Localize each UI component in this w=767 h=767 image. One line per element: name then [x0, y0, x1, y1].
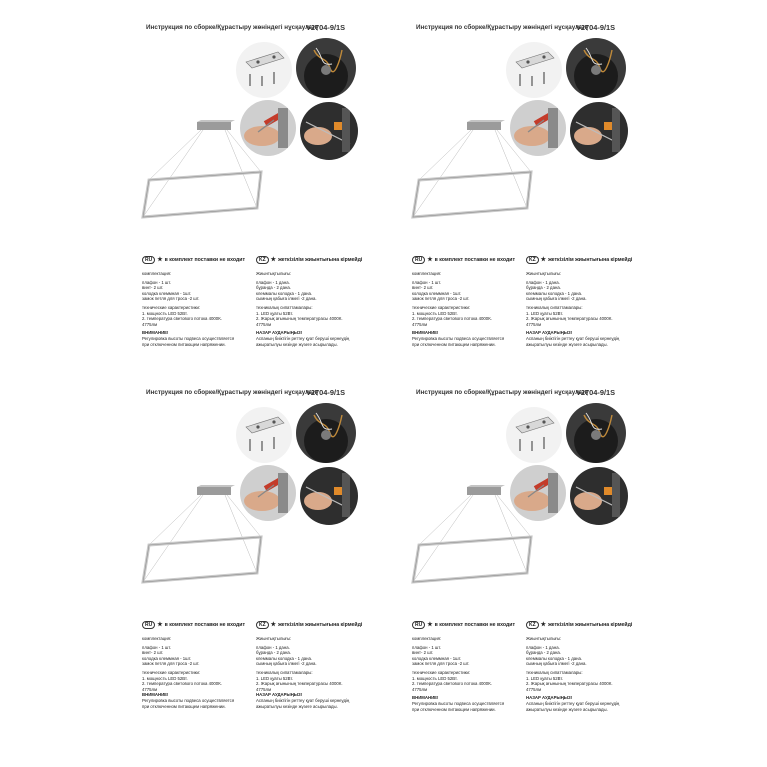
instruction-title: Инструкция по сборке/Құрастыру жөніндегі нұсқаулық [146, 24, 318, 31]
spec-line: комплектация: [412, 636, 442, 641]
spec-line: плафон - 1 шт. [142, 279, 172, 285]
spec-line: НАЗАР АУДАРЫҢЫЗ! [256, 330, 303, 336]
spec-line: замок петля для троса -2 шт. [142, 661, 200, 667]
spec-line: колодка клеммная - 1шт. [412, 290, 462, 296]
spec-line: 2. температура светового потока 4000К. [412, 316, 492, 322]
spec-line: винт- 2 шт. [412, 650, 434, 656]
kz-spec-text [256, 271, 366, 347]
spec-line: комплектация: [142, 271, 172, 276]
instruction-title: Инструкция по сборке/Құрастыру жөніндегі нұсқаулық [146, 389, 318, 396]
spec-line: 1. мощность LED 52Вт. [412, 675, 458, 681]
kz-spec-text [256, 636, 366, 709]
wiring-photo [296, 38, 356, 98]
spec-line: бұранда - 2 дана. [526, 650, 561, 656]
spec-line: винт- 2 шт. [142, 650, 164, 656]
spec-line: при отключенном питающем напряжении. [142, 341, 226, 347]
spec-line: бұранда - 2 дана. [256, 285, 291, 291]
spec-line: 2. Жарық ағынының температурасы 4000К. [526, 681, 613, 687]
spec-line: комплектация: [412, 271, 442, 276]
wiring-photo [566, 38, 626, 98]
spec-line: техникалық сипаттамалары: [526, 304, 583, 310]
spec-line: 2. температура светового потока 4000К. [412, 681, 492, 687]
spec-line: клеммалы колодка - 1 дана. [256, 655, 313, 661]
instruction-card [140, 10, 440, 370]
kz-header-text: жеткізілім жиынтығына кірмейді [278, 622, 363, 628]
spec-line: сымның қабыға ілмегі -2 дана. [256, 661, 317, 667]
spec-line: 4775лм [526, 686, 542, 692]
kz-spec-text [526, 271, 636, 347]
spec-line: ВНИМАНИЕ! [142, 692, 169, 698]
ru-badge: RU [142, 621, 155, 629]
spec-line: винт- 2 шт. [142, 285, 164, 291]
spec-line: колодка клеммная - 1шт. [412, 655, 462, 661]
spec-line: 1. LED қуаты 52Вт. [526, 310, 564, 316]
instruction-title: Инструкция по сборке/Құрастыру жөніндегі нұсқаулық [416, 24, 588, 31]
kz-badge: KZ [526, 256, 539, 264]
spec-line: винт- 2 шт. [412, 285, 434, 291]
spec-line: Жиынтықтылығы: [526, 271, 562, 276]
spec-line: ВНИМАНИЕ! [412, 330, 439, 336]
spec-line: технические характеристики: [142, 304, 201, 310]
kz-header-text: жеткізілім жиынтығына кірмейді [278, 257, 363, 263]
spec-line: Аспаның биіктігін реттеу қуат беруші кернеудің [526, 335, 620, 341]
model-number: V2704-9/1S [306, 388, 346, 397]
spec-line: 2. температура светового потока 4000К. [142, 316, 222, 322]
spec-line: Регулировка высоты подвеса осуществляется [142, 335, 235, 341]
instruction-card [410, 10, 710, 370]
spec-line: 1. LED қуаты 52Вт. [526, 675, 564, 681]
star-icon: ★ [270, 257, 277, 263]
spec-line: 4775лм [142, 686, 158, 692]
spec-line: 1. мощность LED 52Вт. [142, 310, 188, 316]
cable-lock-photo [300, 102, 358, 160]
spec-line: замок петля для троса -2 шт. [412, 661, 470, 667]
spec-line: комплектация: [142, 636, 172, 641]
kz-not-included-note [256, 621, 362, 629]
spec-line: Жиынтықтылығы: [526, 636, 562, 641]
ru-spec-text [142, 271, 252, 347]
screwdriver-photo [510, 100, 566, 156]
kz-not-included-note [526, 256, 632, 264]
spec-line: 4775лм [256, 321, 272, 327]
spec-line: замок петля для троса -2 шт. [142, 296, 200, 302]
spec-line: ажыратылуы кезінде жүзеге асырылады. [526, 341, 608, 347]
spec-line: 1. мощность LED 52Вт. [412, 310, 458, 316]
ru-spec-text [412, 271, 522, 347]
star-icon: ★ [157, 622, 163, 628]
ru-header-text: в комплект поставки не входит [164, 622, 246, 628]
spec-line: Жиынтықтылығы: [256, 271, 292, 276]
spec-line: Регулировка высоты подвеса осуществляется [142, 697, 235, 703]
spec-line: техникалық сипаттамалары: [256, 669, 313, 675]
ru-header-text: в комплект поставки не входит [434, 257, 516, 263]
spec-line: плафон - 1 дана. [256, 644, 290, 650]
spec-line: технические характеристики: [412, 669, 471, 675]
spec-line: Регулировка высоты подвеса осуществляется [412, 700, 505, 706]
spec-line: бұранда - 2 дана. [256, 650, 291, 656]
kz-badge: KZ [256, 621, 269, 629]
spec-line: 4775лм [256, 686, 272, 692]
spec-line: Аспаның биіктігін реттеу қуат беруші кернеудің [526, 700, 620, 706]
spec-line: сымның қабыға ілмегі -2 дана. [526, 296, 587, 302]
spec-line: техникалық сипаттамалары: [256, 304, 313, 310]
spec-line: 2. температура светового потока 4000К. [142, 681, 222, 687]
spec-line: 1. мощность LED 52Вт. [142, 675, 188, 681]
kz-badge: KZ [526, 621, 539, 629]
star-icon: ★ [270, 622, 277, 628]
spec-line: Аспаның биіктігін реттеу қуат беруші кернеудің [256, 697, 350, 703]
spec-line: 4775лм [412, 321, 428, 327]
spec-line: ВНИМАНИЕ! [412, 695, 439, 701]
spec-line: НАЗАР АУДАРЫҢЫЗ! [526, 330, 573, 336]
kz-spec-text [526, 636, 636, 712]
kz-header-text: жеткізілім жиынтығына кірмейді [548, 622, 633, 628]
spec-line: клеммалы колодка - 1 дана. [526, 655, 583, 661]
ru-not-included-note [412, 621, 515, 629]
screwdriver-photo [240, 100, 296, 156]
ru-not-included-note [142, 256, 245, 264]
spec-line: технические характеристики: [142, 669, 201, 675]
ru-header-text: в комплект поставки не входит [164, 257, 246, 263]
ru-not-included-note [142, 621, 245, 629]
spec-line: ВНИМАНИЕ! [142, 330, 169, 336]
canopy-parts-photo [236, 42, 292, 98]
spec-line: ажыратылуы кезінде жүзеге асырылады. [256, 341, 338, 347]
cable-lock-photo [570, 102, 628, 160]
spec-line: бұранда - 2 дана. [526, 285, 561, 291]
spec-line: при отключенном питающем напряжении. [412, 706, 496, 712]
spec-line: клеммалы колодка - 1 дана. [526, 290, 583, 296]
spec-line: 2. Жарық ағынының температурасы 4000К. [256, 316, 343, 322]
spec-line: 1. LED қуаты 52Вт. [256, 675, 294, 681]
spec-line: Жиынтықтылығы: [256, 636, 292, 641]
spec-line: сымның қабыға ілмегі -2 дана. [526, 661, 587, 667]
spec-line: ажыратылуы кезінде жүзеге асырылады. [256, 703, 338, 709]
kz-badge: KZ [256, 256, 269, 264]
spec-line: техникалық сипаттамалары: [526, 669, 583, 675]
canopy-parts-photo [506, 42, 562, 98]
cable-lock-photo [300, 467, 358, 525]
screwdriver-photo [510, 465, 566, 521]
instruction-title: Инструкция по сборке/Құрастыру жөніндегі нұсқаулық [416, 389, 588, 396]
model-number: V2704-9/1S [576, 388, 616, 397]
star-icon: ★ [427, 622, 433, 628]
cable-lock-photo [570, 467, 628, 525]
ru-badge: RU [412, 256, 425, 264]
spec-line: при отключенном питающем напряжении. [412, 341, 496, 347]
wiring-photo [566, 403, 626, 463]
ru-not-included-note [412, 256, 515, 264]
kz-not-included-note [256, 256, 362, 264]
star-icon: ★ [540, 622, 547, 628]
spec-line: плафон - 1 дана. [526, 279, 560, 285]
spec-line: 4775лм [412, 686, 428, 692]
kz-header-text: жеткізілім жиынтығына кірмейді [548, 257, 633, 263]
screwdriver-photo [240, 465, 296, 521]
spec-line: при отключенном питающем напряжении. [142, 703, 226, 709]
instruction-card [410, 375, 710, 735]
ru-badge: RU [412, 621, 425, 629]
ru-header-text: в комплект поставки не входит [434, 622, 516, 628]
instruction-card [140, 375, 440, 735]
canopy-parts-photo [236, 407, 292, 463]
spec-line: ажыратылуы кезінде жүзеге асырылады. [526, 706, 608, 712]
wiring-photo [296, 403, 356, 463]
star-icon: ★ [427, 257, 433, 263]
spec-line: плафон - 1 шт. [412, 644, 442, 650]
spec-line: колодка клеммная - 1шт. [142, 655, 192, 661]
star-icon: ★ [157, 257, 163, 263]
spec-line: плафон - 1 шт. [142, 644, 172, 650]
spec-line: 2. Жарық ағынының температурасы 4000К. [526, 316, 613, 322]
canopy-parts-photo [506, 407, 562, 463]
spec-line: 1. LED қуаты 52Вт. [256, 310, 294, 316]
spec-line: плафон - 1 шт. [412, 279, 442, 285]
model-number: V2704-9/1S [306, 23, 346, 32]
ru-spec-text [142, 636, 252, 709]
spec-line: плафон - 1 дана. [526, 644, 560, 650]
spec-line: клеммалы колодка - 1 дана. [256, 290, 313, 296]
spec-line: замок петля для троса -2 шт. [412, 296, 470, 302]
spec-line: плафон - 1 дана. [256, 279, 290, 285]
model-number: V2704-9/1S [576, 23, 616, 32]
spec-line: колодка клеммная - 1шт. [142, 290, 192, 296]
spec-line: НАЗАР АУДАРЫҢЫЗ! [526, 695, 573, 701]
spec-line: НАЗАР АУДАРЫҢЫЗ! [256, 692, 303, 698]
spec-line: 4775лм [142, 321, 158, 327]
kz-not-included-note [526, 621, 632, 629]
ru-badge: RU [142, 256, 155, 264]
spec-line: 4775лм [526, 321, 542, 327]
spec-line: Аспаның биіктігін реттеу қуат беруші кернеудің [256, 335, 350, 341]
spec-line: 2. Жарық ағынының температурасы 4000К. [256, 681, 343, 687]
spec-line: технические характеристики: [412, 304, 471, 310]
spec-line: сымның қабыға ілмегі -2 дана. [256, 296, 317, 302]
spec-line: Регулировка высоты подвеса осуществляется [412, 335, 505, 341]
ru-spec-text [412, 636, 522, 712]
star-icon: ★ [540, 257, 547, 263]
